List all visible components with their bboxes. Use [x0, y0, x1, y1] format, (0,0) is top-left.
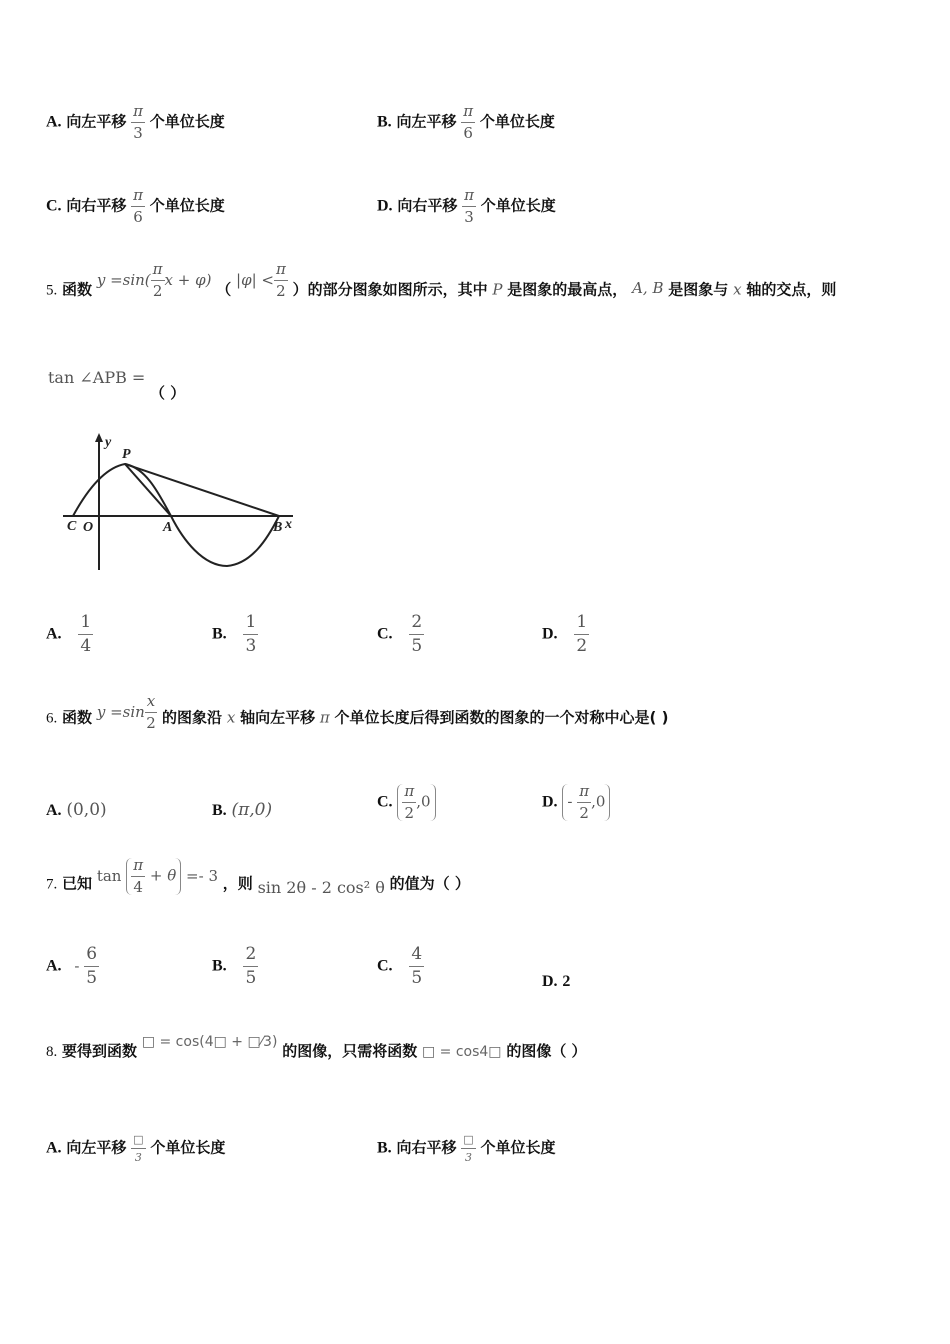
- y-axis-arrow: [95, 433, 103, 442]
- stem-text: 函数: [62, 708, 93, 727]
- option-label: C.: [377, 793, 393, 811]
- axis-x: x: [226, 708, 236, 727]
- stem-text: 轴的交点，则: [746, 280, 837, 299]
- label-a: A: [163, 520, 173, 535]
- option-label: D.: [377, 197, 393, 215]
- q7-stem: [46, 856, 470, 903]
- option-value: 2: [562, 973, 571, 990]
- stem-text: 个单位长度后得到函数的图象的一个对称中心是( ): [334, 708, 669, 727]
- option-suffix: 个单位长度: [150, 1138, 226, 1157]
- option-value: (0,0): [66, 800, 107, 820]
- formula: tan $\frac{\pi}{4}$ + θ =- 3: [96, 856, 218, 896]
- option-fraction: $\frac{□}{3}$: [463, 1133, 474, 1164]
- option-fraction: $\frac{1}{4}$: [80, 612, 92, 656]
- sine-graph: [55, 430, 315, 580]
- option-fraction: $\frac{1}{3}$: [245, 612, 257, 656]
- stem-text: （: [216, 280, 232, 299]
- option-label: C.: [377, 625, 393, 643]
- option-label: D.: [542, 625, 558, 643]
- option-label: B.: [377, 1139, 392, 1157]
- tan-formula: tan ∠APB =: [48, 368, 146, 387]
- question-number: 6.: [46, 710, 58, 727]
- axis-x: x: [733, 280, 742, 299]
- stem-text: 是图象的最高点，: [507, 280, 628, 299]
- option-sign: -: [74, 956, 80, 975]
- q6-option-d: [542, 784, 610, 821]
- formula: □ = cos4□: [421, 1044, 502, 1060]
- option-fraction: $\frac{\pi}{3}$: [464, 186, 474, 226]
- option-fraction: $\frac{\pi}{6}$: [463, 102, 474, 142]
- option-prefix: 向右平移: [66, 196, 127, 215]
- question-number: 5.: [46, 282, 58, 299]
- condition-formula: |φ| < $\frac{\pi}{2}$: [236, 260, 286, 300]
- stem-text: 轴向左平移: [240, 708, 316, 727]
- option-fraction: $\frac{1}{2}$: [576, 612, 588, 656]
- option-fraction: $\frac{2}{5}$: [411, 612, 423, 656]
- option-fraction: $\frac{□}{3}$: [133, 1133, 144, 1164]
- option-suffix: 个单位长度: [480, 196, 556, 215]
- option-value: (π,0): [231, 800, 273, 820]
- option-fraction: $\frac{6}{5}$: [86, 944, 98, 988]
- option-label: A.: [46, 957, 62, 975]
- q8-option-a: [46, 1134, 225, 1163]
- formula: □ = cos(4□ + □⁄3): [141, 1034, 278, 1050]
- option-fraction: $\frac{\pi}{3}$: [133, 102, 143, 142]
- option-label: B.: [212, 957, 227, 975]
- point-p: P: [492, 280, 503, 299]
- stem-text: ）的部分图象如图所示，其中: [292, 280, 488, 299]
- option-fraction: $\frac{\pi}{6}$: [133, 186, 143, 226]
- option-label: A.: [46, 1139, 62, 1157]
- stem-text: 要得到函数: [62, 1042, 138, 1060]
- label-x: x: [285, 517, 292, 532]
- q4-option-d: [377, 188, 556, 225]
- q6-option-a: [46, 800, 107, 820]
- option-label: A.: [46, 802, 62, 819]
- stem-text: 是图象与: [668, 280, 729, 299]
- formula: y =sin( $\frac{\pi}{2}$ x + φ): [96, 260, 212, 300]
- label-b: B: [273, 520, 283, 535]
- q8-option-b: [377, 1134, 555, 1163]
- q4-option-a: [46, 104, 225, 141]
- option-value: $\frac{\pi}{2}$ ,0: [397, 784, 435, 821]
- option-label: C.: [377, 957, 393, 975]
- pi-symbol: π: [319, 708, 330, 727]
- option-prefix: 向右平移: [397, 196, 458, 215]
- option-label: A.: [46, 625, 62, 643]
- q4-option-b: [377, 104, 555, 141]
- q6-option-c: [377, 784, 436, 821]
- option-prefix: 向右平移: [396, 1138, 457, 1157]
- q5-option-a: [46, 614, 93, 655]
- q5-option-d: [542, 614, 589, 655]
- stem-text: ，则: [222, 874, 253, 893]
- option-label: B.: [212, 625, 227, 643]
- question-number: 8.: [46, 1044, 58, 1060]
- option-label: A.: [46, 113, 62, 131]
- option-label: B.: [377, 113, 392, 131]
- option-prefix: 向左平移: [66, 112, 127, 131]
- q7-option-b: [212, 946, 258, 987]
- stem-text: 的图像，只需将函数: [282, 1042, 418, 1060]
- option-fraction: $\frac{2}{5}$: [245, 944, 257, 988]
- option-label: C.: [46, 197, 62, 215]
- points-ab: A, B: [632, 278, 664, 297]
- label-o: O: [83, 520, 94, 535]
- label-y: y: [105, 435, 112, 450]
- q7-option-d: [542, 972, 570, 991]
- option-prefix: 向左平移: [66, 1138, 127, 1157]
- q7-option-c: [377, 946, 424, 987]
- option-label: B.: [212, 802, 227, 819]
- option-suffix: 个单位长度: [149, 112, 225, 131]
- option-suffix: 个单位长度: [479, 112, 555, 131]
- q5-stem-line1: [46, 260, 837, 309]
- expression: sin 2θ - 2 cos² θ: [257, 877, 385, 897]
- option-label: D.: [542, 793, 558, 811]
- answer-paren: （ ）: [150, 384, 186, 402]
- option-suffix: 个单位长度: [480, 1138, 556, 1157]
- q5-option-b: [212, 614, 258, 655]
- formula: y =sin $\frac{x}{2}$: [96, 692, 156, 732]
- option-value: - $\frac{\pi}{2}$ ,0: [562, 784, 610, 821]
- q7-option-a: [46, 946, 99, 987]
- option-label: D.: [542, 973, 558, 990]
- q6-stem: [46, 692, 669, 737]
- option-suffix: 个单位长度: [149, 196, 225, 215]
- question-number: 7.: [46, 876, 58, 893]
- option-prefix: 向左平移: [396, 112, 457, 131]
- stem-text: 的图象沿: [162, 708, 223, 727]
- q4-option-c: [46, 188, 225, 225]
- q5-option-c: [377, 614, 424, 655]
- label-c: C: [67, 519, 77, 534]
- q5-stem-line2: [48, 368, 145, 387]
- stem-text: 已知: [62, 874, 93, 893]
- stem-text: 的值为（ ）: [389, 874, 470, 893]
- stem-text: 函数: [62, 280, 93, 299]
- option-fraction: $\frac{4}{5}$: [411, 944, 423, 988]
- stem-text: 的图像（ ）: [506, 1042, 587, 1060]
- q6-option-b: [212, 800, 272, 820]
- label-p: P: [122, 447, 131, 462]
- q8-stem: [46, 1034, 587, 1061]
